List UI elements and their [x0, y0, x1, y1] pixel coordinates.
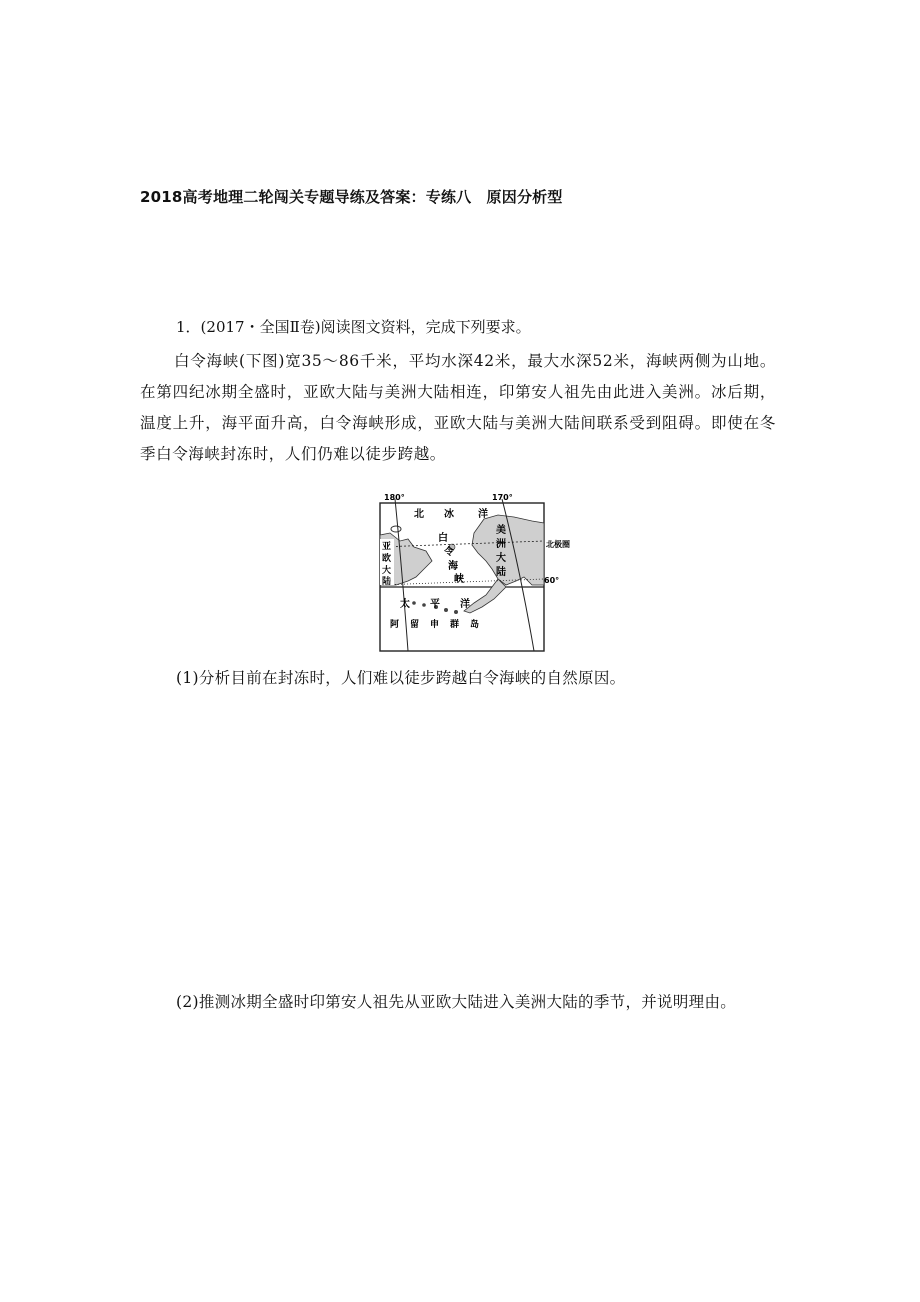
bering-strait-map: [374, 489, 580, 655]
island: [444, 608, 448, 612]
lon-right-label: 170°: [492, 493, 513, 502]
strait-char-2: 海: [448, 561, 458, 572]
pacific-char-0: 太: [400, 599, 410, 610]
lat-60-label: 60°: [544, 576, 560, 585]
aleutian-char-3: 群: [450, 620, 460, 630]
aleutian-char-0: 阿: [390, 620, 400, 630]
asia-char-2: 大: [382, 566, 392, 576]
question-heading: 1．(2017・全国Ⅱ卷)阅读图文资料，完成下列要求。: [176, 318, 531, 336]
island: [454, 610, 458, 614]
pacific-char-2: 洋: [460, 599, 470, 610]
america-char-0: 美: [496, 525, 506, 536]
arctic-ocean-char-2: 洋: [478, 509, 488, 520]
america-char-1: 洲: [496, 539, 506, 550]
america-char-3: 陆: [496, 567, 506, 578]
aleutian-char-2: 申: [430, 620, 440, 630]
aleutian-char-4: 岛: [470, 620, 480, 630]
sub-question-1: (1)分析目前在封冻时，人们难以徒步跨越白令海峡的自然原因。: [176, 669, 626, 687]
arctic-circle-label: 北极圈: [546, 540, 570, 549]
arctic-ocean-char-1: 冰: [444, 509, 454, 520]
map-svg: [374, 489, 580, 655]
asia-char-1: 欧: [382, 554, 392, 564]
strait-char-0: 白: [438, 533, 448, 544]
sub-question-2: (2)推测冰期全盛时印第安人祖先从亚欧大陆进入美洲大陆的季节，并说明理由。: [176, 993, 737, 1011]
page-title: 2018高考地理二轮闯关专题导练及答案：专练八 原因分析型: [140, 188, 563, 206]
america-char-2: 大: [496, 553, 506, 564]
asia-char-3: 陆: [382, 577, 392, 587]
strait-char-1: 令: [444, 547, 454, 558]
asia-char-0: 亚: [382, 542, 392, 552]
pacific-char-1: 平: [430, 599, 440, 610]
arctic-ocean-char-0: 北: [414, 509, 424, 520]
strait-char-3: 峡: [454, 574, 464, 585]
island: [412, 601, 416, 605]
aleutian-char-1: 留: [410, 620, 420, 630]
lon-left-label: 180°: [384, 493, 405, 502]
island: [422, 603, 426, 607]
question-paragraph: 白令海峡(下图)宽35～86千米，平均水深42米，最大水深52米，海峡两侧为山地。在第四纪冰期全盛时，亚欧大陆与美洲大陆相连，印第安人祖先由此进入美洲。冰后期，温度上升，海平面升高，白令海峡形成，亚欧大陆与美洲大陆间联系受到阻碍。即使在冬季白令海峡封冻时，人们仍难以徒步跨越。: [140, 352, 776, 463]
